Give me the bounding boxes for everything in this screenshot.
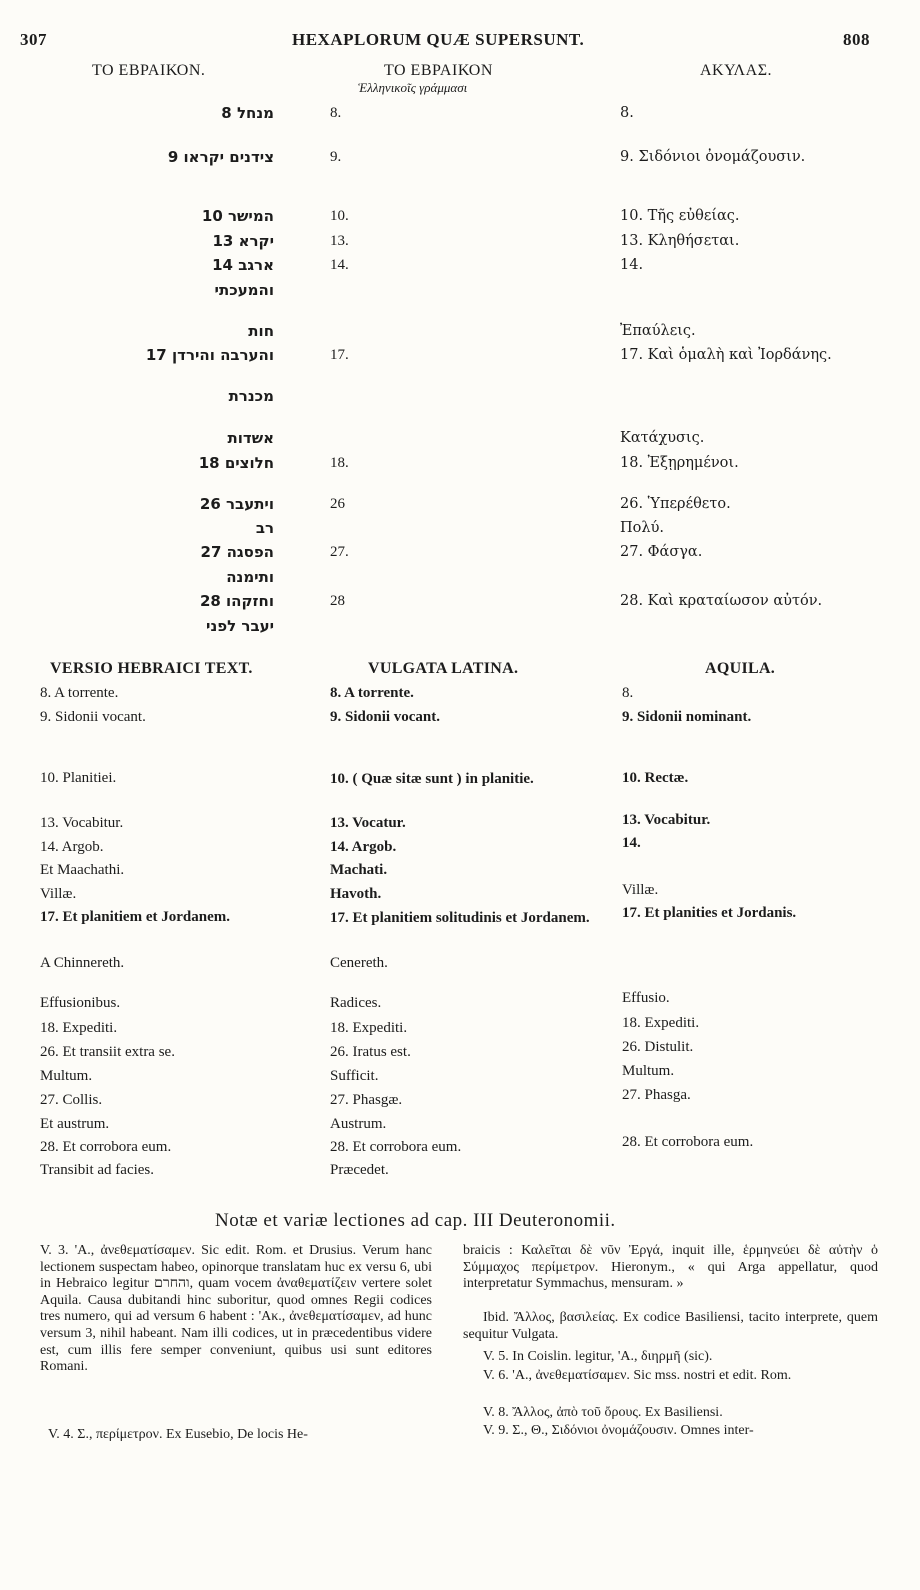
aquila-greek-cell: Πολύ.: [620, 520, 664, 536]
versio-cell: 13. Vocabitur.: [40, 815, 124, 831]
page-number-right: 808: [843, 30, 870, 49]
versio-cell: 17. Et planitiem et Jordanem.: [40, 909, 230, 925]
hebrew-cell: המישר 10: [201, 207, 274, 225]
note-right-v6: V. 6. 'A., ἀνεθεματίσαμεν. Sic mss. nostri et edit. Rom.: [483, 1368, 792, 1383]
aquila-greek-cell: Ἐπαύλεις.: [620, 323, 696, 339]
hebrew-cell: ארגב 14: [212, 256, 274, 274]
hebrew-cell: והערבה והירדן 17: [145, 346, 274, 364]
vulgata-cell: 27. Phasgæ.: [330, 1092, 403, 1108]
aquila-greek-cell: 26. Ὑπερέθετο.: [620, 496, 731, 512]
hebrew-cell: והמעכתי: [214, 281, 274, 299]
running-title: HEXAPLORUM QUÆ SUPERSUNT.: [292, 30, 585, 49]
aquila-greek-cell: 10. Τῆς εὐθείας.: [620, 208, 740, 224]
vulgata-cell: 10. ( Quæ sitæ sunt ) in planitie.: [330, 771, 534, 787]
vulgata-cell: 28. Et corrobora eum.: [330, 1139, 462, 1155]
aquila-latin-cell: 18. Expediti.: [622, 1015, 700, 1031]
hebrew-cell: צידנים יקראו 9: [167, 148, 274, 166]
aquila-latin-cell: 28. Et corrobora eum.: [622, 1134, 754, 1150]
aquila-latin-cell: Villæ.: [622, 882, 659, 898]
col-head-vulgata: VULGATA LATINA.: [368, 660, 519, 677]
aquila-greek-cell: 28. Καὶ κραταίωσον αὐτόν.: [620, 593, 823, 609]
vulgata-cell: Austrum.: [330, 1116, 387, 1132]
note-right-v8: V. 8. Ἄλλος, ἀπὸ τοῦ ὄρους. Ex Basiliensi.: [483, 1405, 723, 1420]
col-head-hebrew: ΤΟ ΕΒΡΑΙΚΟΝ.: [92, 62, 206, 79]
vulgata-cell: Radices.: [330, 995, 382, 1011]
aquila-greek-cell: 14.: [620, 257, 644, 273]
vulgata-cell: Cenereth.: [330, 955, 388, 971]
aquila-latin-cell: 9. Sidonii nominant.: [622, 709, 752, 725]
aquila-latin-cell: 13. Vocabitur.: [622, 812, 711, 828]
versio-cell: 14. Argob.: [40, 839, 104, 855]
aquila-greek-cell: 18. Ἐξῃρημένοι.: [620, 455, 739, 471]
versio-cell: Multum.: [40, 1068, 93, 1084]
hebrew-cell: אשדות: [227, 429, 274, 447]
versio-cell: 8. A torrente.: [40, 685, 119, 701]
page-number-left: 307: [20, 30, 47, 49]
hebrew-cell: מכנרת: [228, 387, 274, 405]
hebrew-cell: יעבר לפני: [206, 617, 274, 635]
vulgata-cell: Sufficit.: [330, 1068, 379, 1084]
hebrew-cell: חות: [248, 322, 274, 340]
versio-cell: Et austrum.: [40, 1116, 110, 1132]
vulgata-cell: 8. A torrente.: [330, 685, 414, 701]
versio-cell: Villæ.: [40, 886, 77, 902]
vulgata-cell: Havoth.: [330, 886, 382, 902]
hebrew-cell: ויתעבר 26: [199, 495, 274, 513]
vulgata-cell: 9. Sidonii vocant.: [330, 709, 441, 725]
note-right-v9: V. 9. Σ., Θ., Σιδόνιοι ὀνομάζουσιν. Omnes inter-: [483, 1423, 754, 1438]
aquila-latin-cell: Effusio.: [622, 990, 670, 1006]
versio-cell: 26. Et transiit extra se.: [40, 1044, 175, 1060]
aquila-greek-cell: 8.: [620, 105, 634, 121]
verse-number: 13.: [330, 233, 349, 249]
verse-number: 28: [330, 593, 345, 609]
notes-title: Notæ et variæ lectiones ad cap. III Deuteronomii.: [215, 1210, 616, 1231]
vulgata-cell: 18. Expediti.: [330, 1020, 408, 1036]
aquila-greek-cell: 17. Καὶ ὁμαλὴ καὶ Ἰορδάνης.: [620, 347, 832, 363]
col-subhead-greek-letters: Ἑλληνικοῖς γράμμασι: [358, 80, 468, 95]
note-left-paragraph: V. 3. 'A., ἀνεθεματίσαμεν. Sic edit. Rom. et Drusius. Verum hanc lectionem suspectam habeo, opinorque translatam huc ex versu 6, ubi in Hebraico legitur והחרם, quam vocem ἀναθεματίζειν vertere solet Aquila. Causa dubitandi hinc suboritur, quod omnes Regii codices tres numero, qui ad versum 6 habent : 'Ακ., ἀνεθεματίσαμεν, ad hunc versum 3, nihil habeant. Nam illi codices, ut in præcedentibus videre est, cum illis fere semper conveniunt, quibus usi sunt editores Romani.: [40, 1243, 432, 1375]
vulgata-cell: Præcedet.: [330, 1162, 389, 1178]
verse-number: 17.: [330, 347, 349, 363]
versio-cell: 27. Collis.: [40, 1092, 103, 1108]
versio-cell: Transibit ad facies.: [40, 1162, 155, 1178]
aquila-latin-cell: Multum.: [622, 1063, 675, 1079]
aquila-latin-cell: 27. Phasga.: [622, 1087, 691, 1103]
aquila-latin-cell: 26. Distulit.: [622, 1039, 694, 1055]
hebrew-cell: ותימנה: [226, 568, 274, 586]
note-right-braicis: braicis : Καλεῖται δὲ νῦν Ἐργά, inquit ille, ἑρμηνεύει δὲ αὐτὴν ὁ Σύμμαχος περίμετρον. Hieronym., « qui Arga appellatur, quod interpretatur Symmachus, mensuram. »: [463, 1243, 878, 1292]
vulgata-cell: 13. Vocatur.: [330, 815, 406, 831]
aquila-greek-cell: 9. Σιδόνιοι ὀνομάζουσιν.: [620, 149, 806, 165]
vulgata-cell: Machati.: [330, 862, 388, 878]
aquila-greek-cell: 13. Κληθήσεται.: [620, 233, 740, 249]
versio-cell: 18. Expediti.: [40, 1020, 118, 1036]
aquila-latin-cell: 8.: [622, 685, 634, 701]
col-head-hebrew-greek-letters: ΤΟ ΕΒΡΑΙΚΟΝ: [384, 62, 493, 79]
note-right-ibid: Ibid. Ἄλλος, βασιλείας. Ex codice Basiliensi, tacito interprete, quem sequitur Vulgata.: [463, 1310, 878, 1342]
verse-number: 26: [330, 496, 345, 512]
col-head-versio: VERSIO HEBRAICI TEXT.: [50, 660, 253, 677]
versio-cell: 10. Planitiei.: [40, 770, 117, 786]
verse-number: 18.: [330, 455, 349, 471]
hebrew-cell: וחזקהו 28: [199, 592, 274, 610]
aquila-latin-cell: 17. Et planities et Jordanis.: [622, 905, 797, 921]
vulgata-cell: 17. Et planitiem solitudinis et Jordanem.: [330, 910, 590, 926]
hebrew-cell: חלוצים 18: [198, 454, 274, 472]
hebrew-cell: יקרא 13: [212, 232, 274, 250]
vulgata-cell: 26. Iratus est.: [330, 1044, 411, 1060]
aquila-latin-cell: 14.: [622, 835, 641, 851]
aquila-greek-cell: Κατάχυσις.: [620, 430, 705, 446]
versio-cell: 9. Sidonii vocant.: [40, 709, 146, 725]
verse-number: 27.: [330, 544, 349, 560]
aquila-latin-cell: 10. Rectæ.: [622, 770, 689, 786]
verse-number: 8.: [330, 105, 342, 121]
verse-number: 10.: [330, 208, 349, 224]
verse-number: 14.: [330, 257, 349, 273]
col-head-aquila-greek: ΑΚΥΛΑΣ.: [700, 62, 773, 79]
vulgata-cell: 14. Argob.: [330, 839, 397, 855]
hebrew-cell: הפסגה 27: [200, 543, 274, 561]
hebrew-cell: רב: [255, 519, 274, 537]
hebrew-cell: מנחל 8: [221, 104, 274, 122]
versio-cell: A Chinnereth.: [40, 955, 125, 971]
versio-cell: Et Maachathi.: [40, 862, 125, 878]
verse-number: 9.: [330, 149, 342, 165]
note-left-v4: V. 4. Σ., περίμετρον. Ex Eusebio, De locis He-: [48, 1427, 308, 1442]
aquila-greek-cell: 27. Φάσγα.: [620, 544, 703, 560]
col-head-aquila-latin: AQUILA.: [705, 660, 776, 677]
versio-cell: Effusionibus.: [40, 995, 121, 1011]
versio-cell: 28. Et corrobora eum.: [40, 1139, 172, 1155]
note-right-v5: V. 5. In Coislin. legitur, 'A., διηρμῆ (sic).: [483, 1349, 713, 1364]
